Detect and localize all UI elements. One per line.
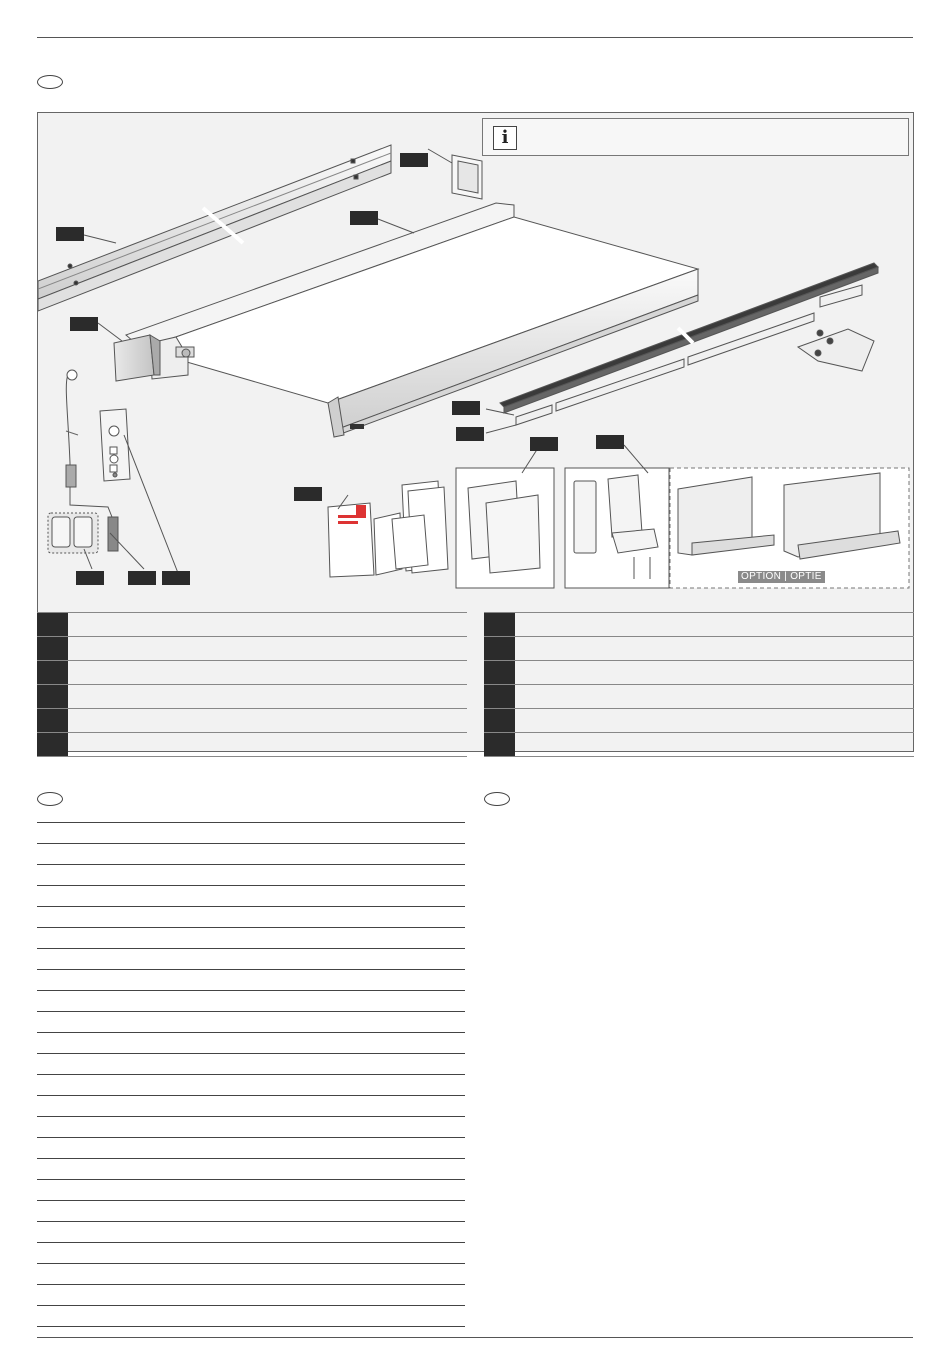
note-line xyxy=(37,1053,465,1074)
note-line xyxy=(37,948,465,969)
note-line xyxy=(37,1095,465,1116)
parts-row xyxy=(37,613,467,637)
note-line xyxy=(37,1137,465,1158)
note-line xyxy=(37,1158,465,1179)
note-line xyxy=(37,927,465,948)
note-line xyxy=(37,906,465,927)
note-line xyxy=(37,864,465,885)
manual-documents-illustration xyxy=(328,481,448,577)
end-bracket-illustration xyxy=(452,155,482,199)
option-brackets-illustration xyxy=(678,473,900,559)
parts-number-box xyxy=(484,685,515,708)
note-line xyxy=(37,1179,465,1200)
section-marker-right xyxy=(484,792,510,806)
callout-label xyxy=(530,437,558,451)
parts-row xyxy=(37,637,467,661)
parts-row xyxy=(484,685,914,709)
wall-switch-illustration xyxy=(48,513,98,553)
note-line xyxy=(37,1305,465,1327)
note-line xyxy=(37,1284,465,1305)
note-line xyxy=(37,843,465,864)
parts-number-box xyxy=(37,661,68,684)
note-line xyxy=(37,1116,465,1137)
callout-label xyxy=(76,571,104,585)
parts-row xyxy=(37,733,467,757)
parts-row xyxy=(484,733,914,757)
info-box xyxy=(482,118,909,156)
note-line xyxy=(37,1011,465,1032)
note-line xyxy=(37,1242,465,1263)
note-line xyxy=(37,1221,465,1242)
callout-label xyxy=(128,571,156,585)
parts-row xyxy=(484,613,914,637)
section-marker-left xyxy=(37,792,63,806)
parts-number-box xyxy=(37,733,68,756)
callout-label xyxy=(56,227,84,241)
callout-label xyxy=(456,427,484,441)
callout-label xyxy=(350,211,378,225)
callout-label xyxy=(294,487,322,501)
parts-row xyxy=(37,685,467,709)
language-marker-oval xyxy=(37,75,63,89)
parts-row xyxy=(484,637,914,661)
footer-rule xyxy=(37,1337,913,1338)
info-icon: i xyxy=(493,126,517,150)
mounting-plate-illustration xyxy=(798,329,874,371)
parts-row xyxy=(484,661,914,685)
remote-control-illustration xyxy=(100,409,130,481)
callout-label xyxy=(452,401,480,415)
callout-label xyxy=(596,435,624,449)
note-line xyxy=(37,990,465,1011)
parts-number-box xyxy=(484,709,515,732)
parts-number-box xyxy=(484,661,515,684)
notes-lines xyxy=(37,822,465,1327)
callout-label xyxy=(70,317,98,331)
note-line xyxy=(37,885,465,906)
parts-table-left xyxy=(37,612,467,757)
header-rule xyxy=(37,37,913,38)
parts-number-box xyxy=(484,733,515,756)
parts-row xyxy=(37,709,467,733)
note-line xyxy=(37,1074,465,1095)
parts-number-box xyxy=(37,709,68,732)
parts-number-box xyxy=(484,613,515,636)
parts-number-box xyxy=(37,685,68,708)
note-line xyxy=(37,1032,465,1053)
note-line xyxy=(37,1200,465,1221)
parts-row xyxy=(484,709,914,733)
parts-table-right xyxy=(484,612,914,757)
parts-number-box xyxy=(484,637,515,660)
note-line xyxy=(37,822,465,843)
note-line xyxy=(37,969,465,990)
callout-label xyxy=(162,571,190,585)
callout-label xyxy=(400,153,428,167)
parts-row xyxy=(37,661,467,685)
option-badge: OPTION | OPTIE xyxy=(738,571,825,583)
parts-number-box xyxy=(37,637,68,660)
parts-number-box xyxy=(37,613,68,636)
end-cap-illustration xyxy=(114,335,160,381)
note-line xyxy=(37,1263,465,1284)
